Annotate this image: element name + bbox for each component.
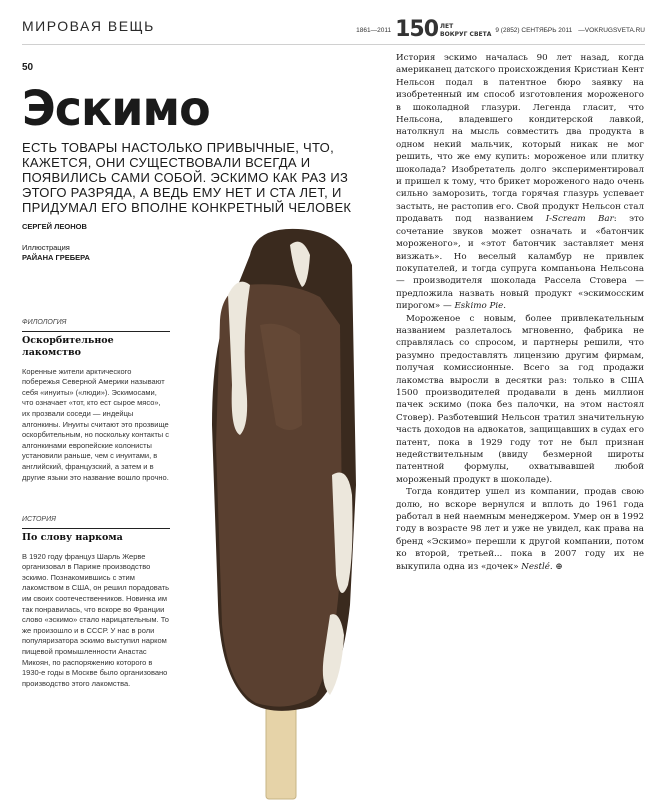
paragraph-text: : это сочетание звуков может означать и «батончик мороженого», и «этот батончик заставляет меня визжать». Но веселый каламбур не привлек покупателей, и тогда супруга компаньона Нельсона — производителя шоколада Рассела Стовера — предложила назвать новый продукт «эскимосским пирогом» —	[396, 214, 645, 312]
ice-cream-stick	[266, 703, 296, 799]
product-name: Eskimo Pie	[454, 301, 504, 312]
paragraph-text: Тогда кондитер ушел из компании, продав свою долю, но вскоре вернулся и вплоть до 1961 года работал в ней наемным менеджером. Умер он в 1992 году в возрасте 98 лет и уже не увидел, как права на бренд «Эскимо» перешли к другой компании, потом ко второй, третьей... пока в 2007 году их не выкупила одна из «дочек»	[396, 487, 644, 572]
paragraph-text: История эскимо началась 90 лет назад, когда американец датского происхождения Кристиан Кент Нельсон подал в патентное бюро заявку на изобретенный им способ изготовления мороженого в шоколадной глазури. Легенда гласит, что Нельсона, владевшего кондитерской лавкой, натолкнул на мысль совместить два продукта в одном некий мальчик, который никак не мог решить, что же ему купить: мороженое или плитку шоколада? Изобретатель долго экспериментировал и пришел к тому, что брикет мороженого надо очень сильно заморозить, тогда горячая глазурь успевает застыть, не растопив его. Свой продукт Нельсон стал продавать под названием	[396, 53, 644, 225]
byline: СЕРГЕЙ ЛЕОНОВ	[22, 222, 87, 231]
sidebar-rule	[22, 528, 170, 529]
product-name: I-Scream Bar	[545, 214, 614, 225]
anniversary-logo	[395, 17, 492, 42]
paragraph: Мороженое с новым, более привлекательным названием разлеталось мгновенно, фабрика не справлялась со спросом, и партнеры решили, что разумно предоставлять лицензию другим фирмам, получая комиссионные. Всего за год продажи лакомства выросли в десятки раз: только в США 1500 производителей продавали в день миллион пачек эскимо (пока без палочки, на этом настоял Стовер). Разботевший Нельсон тратил значительную часть доходов на адвокатов, защищавших в судах его патент, пока в 1929 году тот не был признан недействительным (ввиду безмерной широты патентной формулы, охватывавшей любой мороженый продукт в шоколаде).	[396, 313, 644, 485]
sidebar-history	[22, 515, 170, 689]
sidebar-title: Оскорбительное лакомство	[22, 334, 114, 358]
paragraph	[396, 52, 644, 313]
sidebar-title: По слову наркома	[22, 531, 123, 543]
logo-number: 150	[395, 17, 439, 42]
illustration-credit	[22, 243, 90, 263]
site-url[interactable]: —VOKRUGSVETA.RU	[578, 26, 645, 34]
sidebar-text: В 1920 году француз Шарль Жерве организовал в Париже производство эскимо. Познакомившись с этим лакомством в США, он решил порадовать им своих соотечественников. Новинка им так понравилась, что вскоре во Франции слово «эскимо» стало нарицательным. То же произошло и в СССР. У нас в роли популяризатора эскимо выступил нарком пищевой промышленности Анастас Микоян, по распоряжению которого в 1930-е годы в Москве было организовано производство этого лакомства.	[22, 551, 170, 688]
illustration-artist: РАЙАНА ГРЕБЕРА	[22, 253, 90, 262]
eskimo-illustration	[190, 225, 390, 800]
section-title: МИРОВАЯ ВЕЩЬ	[22, 18, 155, 34]
brand-name: Nestlé	[521, 561, 550, 572]
issue-info: 9 (2852) СЕНТЯБРЬ 2011	[495, 26, 573, 34]
sidebar-text: Коренные жители арктического побережья Северной Америки называют себя «инуиты» («люди»). Эскимосами, что означает «тот, кто ест сырое мясо», их прозвали соседи — индейцы алгонкины. Инуиты считают это прозвище оскорбительным, но поскольку контакты с алгонкинами европейские колонисты установили раньше, чем с инуитами, в английский, французский, а затем и в другие языки это название вошло прочно.	[22, 366, 169, 482]
headline: Эскимо	[22, 80, 210, 137]
article-body	[396, 52, 644, 573]
page-header	[22, 10, 645, 45]
logo-text-line2: ВОКРУГ СВЕТА	[440, 31, 492, 38]
logo-text-line1: ЛЕТ	[440, 23, 454, 30]
sidebar-tag: ИСТОРИЯ	[22, 516, 56, 523]
lede: ЕСТЬ ТОВАРЫ НАСТОЛЬКО ПРИВЫЧНЫЕ, ЧТО, КАЖЕТСЯ, ОНИ СУЩЕСТВОВАЛИ ВСЕГДА И ПОЯВИЛИСЬ САМИ СОБОЙ. ЭСКИМО КАК РАЗ ИЗ ЭТОГО РАЗРЯДА, А ВЕДЬ ЕМУ НЕТ И СТА ЛЕТ, И ПРИДУМАЛ ЕГО ВПОЛНЕ КОНКРЕТНЫЙ ЧЕЛОВЕК	[22, 140, 352, 215]
end-mark: . ⊕	[549, 561, 563, 572]
paragraph-text: .	[503, 301, 507, 312]
page-number: 50	[22, 62, 34, 73]
sidebar-rule	[22, 331, 170, 332]
sidebar-tag: ФИЛОЛОГИЯ	[22, 319, 67, 326]
header-meta	[356, 17, 645, 42]
years-range: 1861—2011	[356, 26, 392, 34]
illustration-label: Иллюстрация	[22, 243, 70, 252]
sidebar-philology	[22, 318, 170, 483]
logo-text	[440, 23, 491, 39]
paragraph	[396, 486, 644, 573]
